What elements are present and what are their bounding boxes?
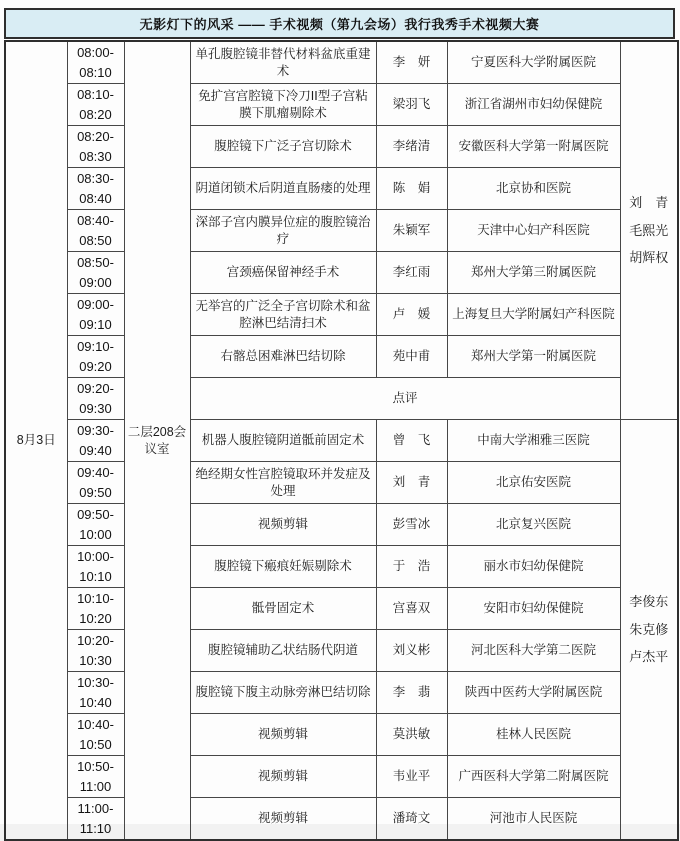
table-row — [5, 210, 678, 252]
speaker-name: 潘琦文 — [376, 798, 447, 841]
time-cell — [67, 84, 124, 126]
table-row — [5, 168, 678, 210]
time-cell — [67, 714, 124, 756]
time-start: 08:50- — [77, 255, 114, 270]
surgery-title: 视频剪辑 — [190, 756, 376, 798]
speaker-name: 苑中甫 — [376, 336, 447, 378]
time-cell — [67, 41, 124, 84]
surgery-title: 深部子宫内膜异位症的腹腔镜治疗 — [190, 210, 376, 252]
time-end: 09:40 — [79, 442, 112, 458]
table-row — [5, 588, 678, 630]
table-row — [5, 504, 678, 546]
surgery-title: 视频剪辑 — [190, 798, 376, 841]
hospital-name: 安阳市妇幼保健院 — [447, 588, 620, 630]
time-start: 08:20- — [77, 129, 114, 144]
speaker-name: 宫喜双 — [376, 588, 447, 630]
time-end: 08:40 — [79, 190, 112, 206]
time-end: 10:00 — [79, 526, 112, 542]
time-cell — [67, 252, 124, 294]
time-start: 09:30- — [77, 423, 114, 438]
surgery-title: 腹腔镜下广泛子宫切除术 — [190, 126, 376, 168]
moderator-name: 朱克修 — [629, 621, 669, 637]
table-row — [5, 336, 678, 378]
table-row — [5, 798, 678, 841]
time-start: 10:40- — [77, 717, 114, 732]
surgery-title: 免扩宫宫腔镜下冷刀II型子宫粘膜下肌瘤剔除术 — [190, 84, 376, 126]
time-end: 11:10 — [79, 820, 112, 836]
time-cell — [67, 294, 124, 336]
moderators-top-cell — [620, 41, 678, 420]
moderator-name: 李俊东 — [629, 593, 669, 609]
time-cell — [67, 210, 124, 252]
table-row — [5, 84, 678, 126]
table-row — [5, 672, 678, 714]
time-end: 10:40 — [79, 694, 112, 710]
surgery-title: 腹腔镜下瘢痕妊娠剔除术 — [190, 546, 376, 588]
time-start: 09:40- — [77, 465, 114, 480]
time-start: 10:10- — [77, 591, 114, 606]
hospital-name: 丽水市妇幼保健院 — [447, 546, 620, 588]
time-end: 10:30 — [79, 652, 112, 668]
time-start: 08:40- — [77, 213, 114, 228]
surgery-title: 右髂总困难淋巴结切除 — [190, 336, 376, 378]
time-cell — [67, 462, 124, 504]
speaker-name: 彭雪冰 — [376, 504, 447, 546]
time-end: 09:00 — [79, 274, 112, 290]
time-end: 09:10 — [79, 316, 112, 332]
hospital-name: 浙江省湖州市妇幼保健院 — [447, 84, 620, 126]
time-end: 08:10 — [79, 64, 112, 80]
hospital-name: 上海复旦大学附属妇产科医院 — [447, 294, 620, 336]
time-start: 09:50- — [77, 507, 114, 522]
time-cell — [67, 504, 124, 546]
speaker-name: 李 妍 — [376, 41, 447, 84]
hospital-name: 北京佑安医院 — [447, 462, 620, 504]
speaker-name: 韦业平 — [376, 756, 447, 798]
surgery-title: 骶骨固定术 — [190, 588, 376, 630]
speaker-name: 李 翡 — [376, 672, 447, 714]
time-start: 08:10- — [77, 87, 114, 102]
surgery-title: 视频剪辑 — [190, 504, 376, 546]
table-row — [5, 420, 678, 462]
session-title-banner — [4, 8, 675, 39]
schedule-table — [4, 40, 679, 841]
hospital-name: 安徽医科大学第一附属医院 — [447, 126, 620, 168]
speaker-name: 朱颖军 — [376, 210, 447, 252]
table-row — [5, 252, 678, 294]
speaker-name: 于 浩 — [376, 546, 447, 588]
surgery-title: 腹腔镜下腹主动脉旁淋巴结切除 — [190, 672, 376, 714]
table-row — [5, 756, 678, 798]
table-row-review — [5, 378, 678, 420]
speaker-name: 莫洪敏 — [376, 714, 447, 756]
surgery-title: 视频剪辑 — [190, 714, 376, 756]
time-cell — [67, 378, 124, 420]
time-start: 08:00- — [77, 45, 114, 60]
date-cell: 8月3日 — [5, 41, 67, 840]
time-start: 10:30- — [77, 675, 114, 690]
moderators-bottom-cell — [620, 420, 678, 841]
time-start: 11:00- — [77, 801, 114, 816]
moderator-name: 卢杰平 — [629, 649, 669, 665]
time-start: 10:00- — [77, 549, 114, 564]
hospital-name: 广西医科大学第二附属医院 — [447, 756, 620, 798]
hospital-name: 河北医科大学第二医院 — [447, 630, 620, 672]
time-cell — [67, 420, 124, 462]
time-cell — [67, 546, 124, 588]
time-start: 10:50- — [77, 759, 114, 774]
surgery-title: 机器人腹腔镜阴道骶前固定术 — [190, 420, 376, 462]
moderator-name: 刘 青 — [629, 194, 669, 210]
time-cell — [67, 168, 124, 210]
time-end: 10:20 — [79, 610, 112, 626]
time-start: 09:00- — [77, 297, 114, 312]
time-cell — [67, 672, 124, 714]
time-start: 10:20- — [77, 633, 114, 648]
table-row — [5, 546, 678, 588]
hospital-name: 桂林人民医院 — [447, 714, 620, 756]
table-row — [5, 630, 678, 672]
speaker-name: 刘 青 — [376, 462, 447, 504]
time-end: 09:50 — [79, 484, 112, 500]
hospital-name: 河池市人民医院 — [447, 798, 620, 841]
time-end: 08:50 — [79, 232, 112, 248]
time-cell — [67, 630, 124, 672]
surgery-title: 宫颈癌保留神经手术 — [190, 252, 376, 294]
time-start: 08:30- — [77, 171, 114, 186]
surgery-title: 单孔腹腔镜非替代材料盆底重建术 — [190, 41, 376, 84]
session-title: 无影灯下的风采 —— 手术视频（第九会场）我行我秀手术视频大赛 — [139, 17, 540, 32]
speaker-name: 曾 飞 — [376, 420, 447, 462]
time-end: 10:10 — [79, 568, 112, 584]
hospital-name: 天津中心妇产科医院 — [447, 210, 620, 252]
hospital-name: 郑州大学第三附属医院 — [447, 252, 620, 294]
surgery-title: 阴道闭锁术后阴道直肠瘘的处理 — [190, 168, 376, 210]
time-end: 08:30 — [79, 148, 112, 164]
table-row — [5, 41, 678, 84]
time-start: 09:10- — [77, 339, 114, 354]
speaker-name: 梁羽飞 — [376, 84, 447, 126]
hospital-name: 郑州大学第一附属医院 — [447, 336, 620, 378]
time-end: 10:50 — [79, 736, 112, 752]
table-row — [5, 294, 678, 336]
hospital-name: 宁夏医科大学附属医院 — [447, 41, 620, 84]
time-end: 08:20 — [79, 106, 112, 122]
time-cell — [67, 336, 124, 378]
table-row — [5, 462, 678, 504]
surgery-title: 腹腔镜辅助乙状结肠代阴道 — [190, 630, 376, 672]
hospital-name: 北京协和医院 — [447, 168, 620, 210]
table-row — [5, 714, 678, 756]
moderator-name: 毛熙光 — [629, 222, 669, 238]
time-end: 09:20 — [79, 358, 112, 374]
review-cell: 点评 — [190, 378, 620, 420]
hospital-name: 中南大学湘雅三医院 — [447, 420, 620, 462]
time-start: 09:20- — [77, 381, 114, 396]
hospital-name: 陕西中医药大学附属医院 — [447, 672, 620, 714]
speaker-name: 陈 娟 — [376, 168, 447, 210]
time-end: 11:00 — [79, 778, 112, 794]
speaker-name: 李绪清 — [376, 126, 447, 168]
surgery-title: 绝经期女性宫腔镜取环并发症及处理 — [190, 462, 376, 504]
time-end: 09:30 — [79, 400, 112, 416]
room-cell: 二层208会议室 — [124, 41, 190, 840]
speaker-name: 刘义彬 — [376, 630, 447, 672]
time-cell — [67, 756, 124, 798]
time-cell — [67, 798, 124, 841]
time-cell — [67, 588, 124, 630]
table-row — [5, 126, 678, 168]
surgery-title: 无举宫的广泛全子宫切除术和盆腔淋巴结清扫术 — [190, 294, 376, 336]
speaker-name: 李红雨 — [376, 252, 447, 294]
speaker-name: 卢 媛 — [376, 294, 447, 336]
moderator-name: 胡辉权 — [629, 250, 669, 266]
hospital-name: 北京复兴医院 — [447, 504, 620, 546]
time-cell — [67, 126, 124, 168]
